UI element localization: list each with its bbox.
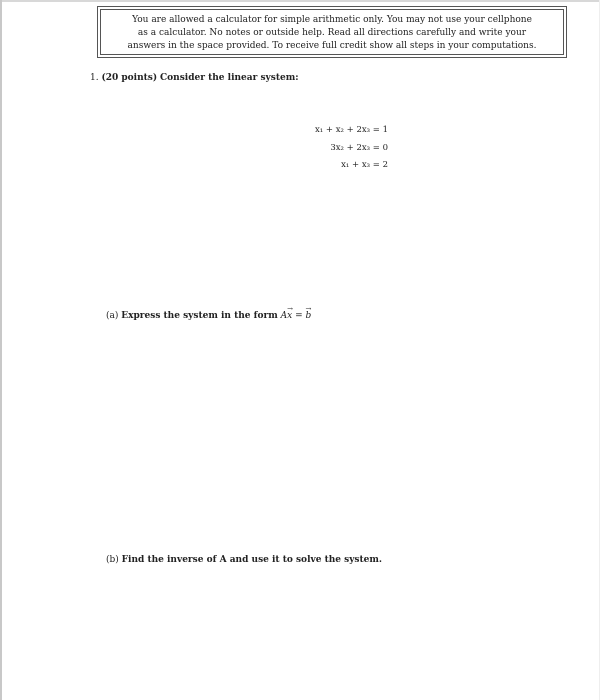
instructions-inner-frame xyxy=(100,9,564,55)
part-a-text: Express the system in the form xyxy=(121,311,278,321)
part-a-label: (a) xyxy=(106,311,119,321)
part-a xyxy=(106,310,311,322)
page-left-border xyxy=(0,0,2,700)
question-prompt: Consider the linear system: xyxy=(160,73,299,83)
part-b xyxy=(106,554,382,566)
vector-x-symbol: → x xyxy=(287,310,292,322)
instructions-line-3: answers in the space provided. To receive full credit show all steps in your computations. xyxy=(127,41,537,51)
page-top-border xyxy=(0,0,600,2)
matrix-a-symbol: A xyxy=(280,311,288,321)
equation-2: 3x₂ + 2x₃ = 0 xyxy=(330,143,388,153)
question-1-header xyxy=(90,72,299,84)
instructions-line-1: You are allowed a calculator for simple arithmetic only. You may not use your cellphone xyxy=(132,15,532,25)
part-b-text: Find the inverse of A and use it to solve the system. xyxy=(121,555,383,565)
instructions-line-2: as a calculator. No notes or outside help. Read all directions carefully and write your xyxy=(137,28,527,38)
instructions-box xyxy=(97,6,567,58)
equation-3: x₁ + x₃ = 2 xyxy=(341,160,388,170)
part-b-label: (b) xyxy=(106,555,119,565)
question-points: (20 points) xyxy=(101,73,158,83)
vector-b-symbol: → b xyxy=(306,310,312,322)
question-number: 1. xyxy=(90,73,99,83)
equals-sign: = xyxy=(295,311,303,321)
equation-1: x₁ + x₂ + 2x₃ = 1 xyxy=(315,125,388,135)
